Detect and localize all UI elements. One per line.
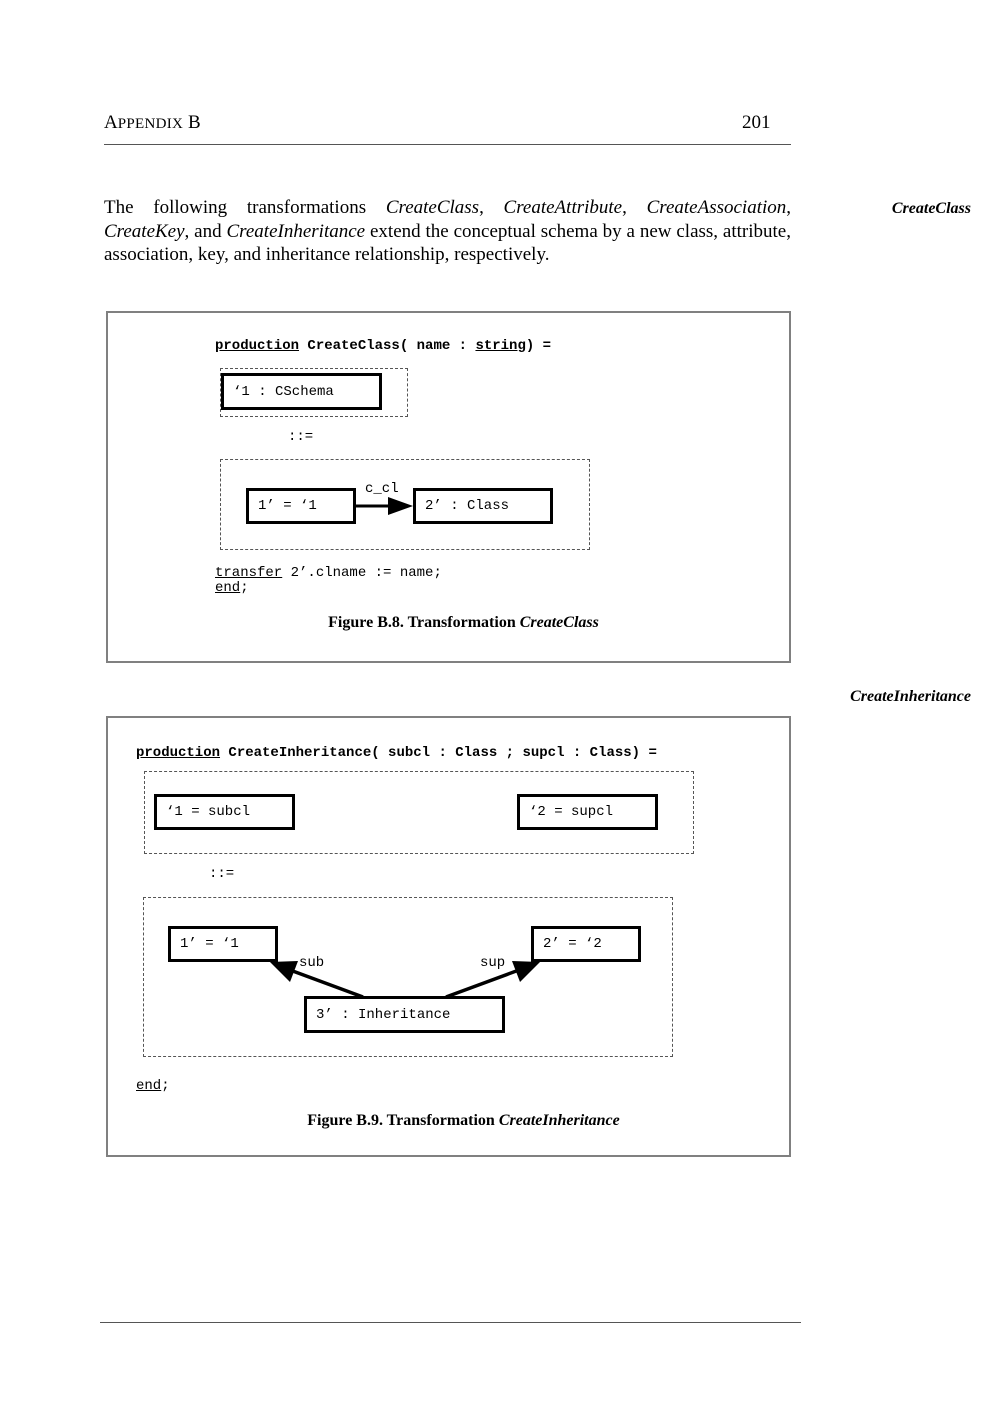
figure-b9-rhs-node-1: 1’ = ‘1 [168, 926, 278, 962]
figure-b8-edge-label-c-cl: c_cl [365, 481, 399, 497]
figure-b9-end-line: end; [136, 1078, 170, 1094]
figure-b9-lhs-node-supcl: ‘2 = supcl [517, 794, 658, 830]
page-number: 201 [742, 112, 771, 133]
intro-paragraph: The following transformations CreateClass, CreateAttribute, CreateAssociation, CreateKey, and CreateInheritance extend the conceptual schema by a new class, attribute, association, key, and inheritance relationship, respectively. [104, 197, 791, 265]
figure-b9-edge-label-sup: sup [480, 955, 506, 971]
figure-b8-lhs-node-cschema: ‘1 : CSchema [221, 373, 382, 410]
figure-b9-rhs-node-inheritance: 3’ : Inheritance [304, 996, 505, 1033]
figure-b9-caption: Figure B.9. Transformation CreateInheritance [307, 1112, 620, 1129]
figure-b9-edge-sup-arrowhead [512, 961, 540, 982]
footer-rule [100, 1322, 801, 1323]
figure-b9-lhs-node-subcl: ‘1 = subcl [154, 794, 295, 830]
figure-b8-production-line: production CreateClass( name : string) = [215, 338, 552, 354]
figure-b8-rewrite-symbol: ::= [288, 429, 314, 445]
figure-b8-transfer-line: transfer 2’.clname := name; [215, 565, 442, 581]
figure-b8-caption: Figure B.8. Transformation CreateClass [328, 614, 599, 631]
figure-b8-rhs-node-class: 2’ : Class [413, 488, 553, 524]
figure-b8-rhs-node-1: 1’ = ‘1 [246, 488, 356, 524]
running-head: APPENDIX B [104, 112, 201, 133]
figure-b9-edge-label-sub: sub [299, 955, 325, 971]
figure-b9-edge-sub-arrowhead [270, 961, 298, 982]
figure-b9-rewrite-symbol: ::= [209, 866, 235, 882]
figure-b8-edge-arrowhead [388, 497, 413, 515]
margin-note-createclass: CreateClass [891, 200, 971, 217]
figure-b9-rhs-node-2: 2’ = ‘2 [531, 926, 641, 962]
margin-note-createinheritance: CreateInheritance [850, 688, 971, 705]
figure-b9-production-line: production CreateInheritance( subcl : Class ; supcl : Class) = [136, 745, 657, 761]
figure-b9-edge-sup-line [446, 970, 519, 997]
figure-b8-end-line: end; [215, 580, 249, 596]
figure-b9-edge-sub-line [290, 970, 363, 997]
